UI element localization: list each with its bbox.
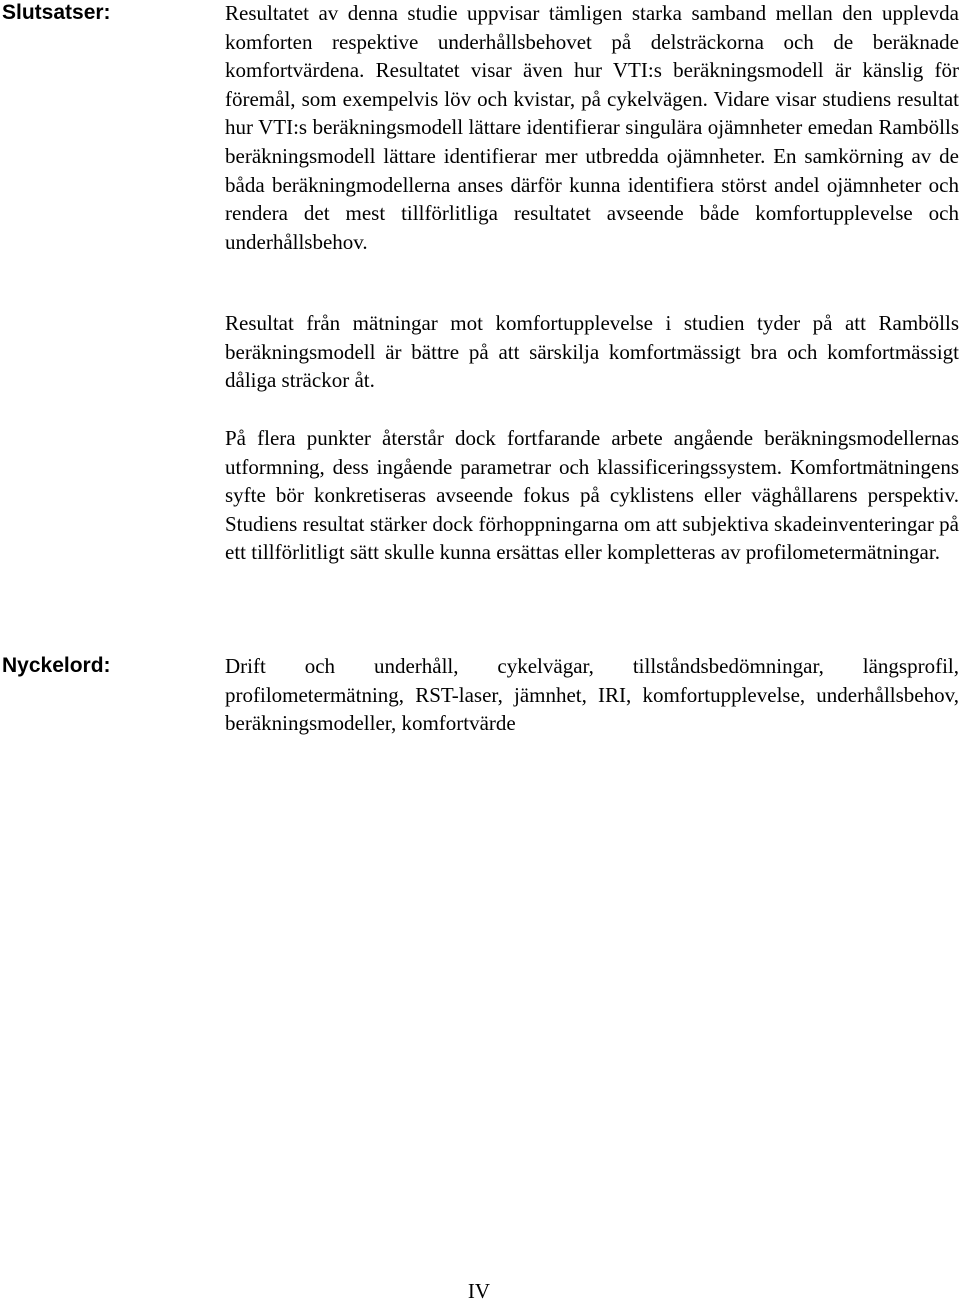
- summary-paragraph-1: Resultatet av denna studie uppvisar tämligen starka samband mellan den upplevda komforten respektive underhållsbehovet på delsträckorna och de beräknade komfortvärdena. Resultatet visar även hur VTI:s beräkningsmodell är känslig för föremål, som exempelvis löv och kvistar, på cykelvägen. Vidare visar studiens resultat hur VTI:s beräkningsmodell lättare identifierar singulära ojämnheter emedan Rambölls beräkningsmodell lättare identifierar mer utbredda ojämnheter. En samkörning av de båda beräkningmodellerna anses därför kunna identifiera störst andel ojämnheter och rendera det mest tillförlitliga resultatet avseende både komfortupplevelse och underhållsbehov.: [225, 1, 959, 254]
- page-number-text: IV: [467, 1279, 491, 1303]
- summary-heading: Slutsatser:: [2, 1, 111, 24]
- page-number: [0, 1277, 960, 1305]
- keywords-heading: Nyckelord:: [2, 654, 111, 677]
- keywords-text: Drift och underhåll, cykelvägar, tillståndsbedömningar, längsprofil, profilometermätning, RST-laser, jämnhet, IRI, komfortupplevelse, underhållsbehov, beräkningsmodeller, komfortvärde: [225, 654, 959, 736]
- summary-paragraph-2: Resultat från mätningar mot komfortupplevelse i studien tyder på att Rambölls beräkningsmodell är bättre på att särskilja komfortmässigt bra och komfortmässigt dåliga sträckor åt.: [225, 311, 959, 393]
- summary-paragraph-3: På flera punkter återstår dock fortfarande arbete angående beräkningsmodellernas utformning, dess ingående parametrar och klassificeringssystem. Komfortmätningens syfte bör konkretiseras avseende fokus på cyklistens eller väghållarens perspektiv. Studiens resultat stärker dock förhoppningarna om att subjektiva skadeinventeringar på ett tillförlitligt sätt skulle kunna ersättas eller kompletteras av profilometermätningar.: [225, 426, 959, 565]
